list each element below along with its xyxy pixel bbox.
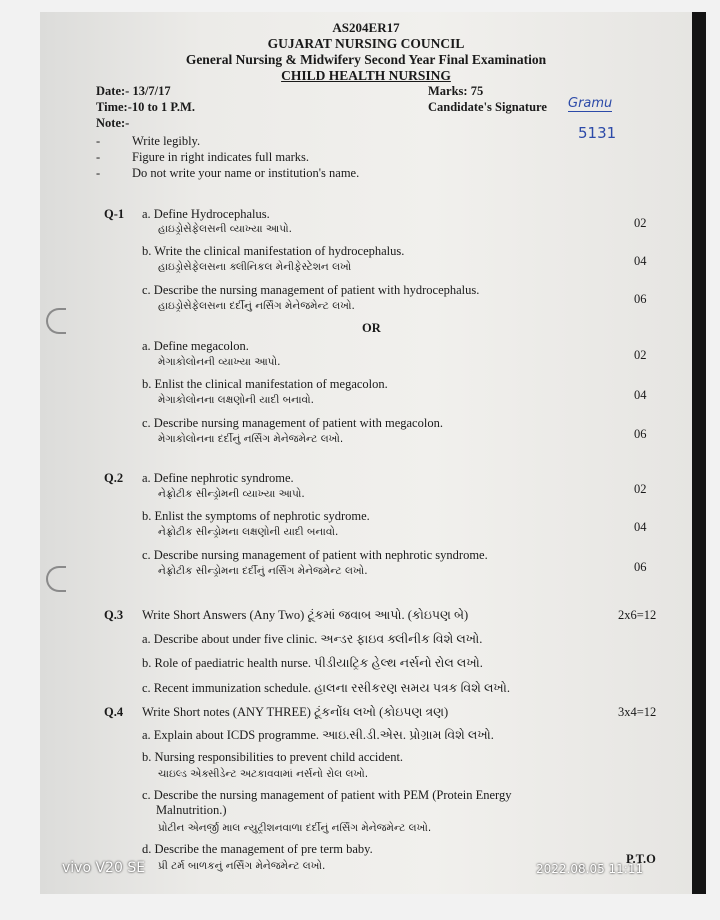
binder-hole-icon bbox=[46, 566, 66, 592]
note-item: Write legibly. bbox=[132, 134, 201, 148]
question-text: a. Define Hydrocephalus. bbox=[142, 207, 270, 221]
question-number: Q-1 bbox=[104, 207, 125, 221]
gujarati-text: મેગાકોલોનની વ્યાખ્યા આપો. bbox=[158, 356, 281, 368]
question-text: c. Describe nursing management of patient with megacolon. bbox=[142, 416, 443, 430]
note-bullet: - bbox=[96, 166, 101, 180]
question-text: b. Enlist the symptoms of nephrotic sydrome. bbox=[142, 509, 370, 523]
question-text: c. Recent immunization schedule. હાલના રસીકરણ સમય પત્રક વિશે લખો. bbox=[142, 681, 510, 695]
question-text: b. Enlist the clinical manifestation of megacolon. bbox=[142, 377, 388, 391]
question-marks: 02 bbox=[634, 348, 647, 362]
question-text: b. Nursing responsibilities to prevent child accident. bbox=[142, 750, 404, 764]
exam-time: Time:-10 to 1 P.M. bbox=[96, 100, 195, 114]
pto-label: P.T.O bbox=[626, 852, 656, 866]
question-number: Q.3 bbox=[104, 608, 124, 622]
gujarati-text: ચાઇલ્ડ એક્સીડેન્ટ અટકાવવામાં નર્સનો રોલ લખો. bbox=[158, 768, 369, 780]
question-marks: 3x4=12 bbox=[618, 705, 657, 719]
question-text: a. Define nephrotic syndrome. bbox=[142, 471, 294, 485]
question-text: c. Describe nursing management of patient with nephrotic syndrome. bbox=[142, 548, 488, 562]
gujarati-text: નેફ્રોટીક સીન્ડ્રોમની વ્યાખ્યા આપો. bbox=[158, 488, 305, 500]
or-separator: OR bbox=[362, 321, 381, 335]
gujarati-text: પ્રોટીન એનર્જી માલ ન્યુટ્રીશનવાળા દર્દીનું નર્સિંગ મેનેજમેન્ટ લખો. bbox=[158, 822, 432, 834]
gujarati-text: મેગાકોલોનના દર્દીનું નર્સિંગ મેનેજમેન્ટ લખો. bbox=[158, 433, 344, 445]
exam-title: General Nursing & Midwifery Second Year Final Examination bbox=[185, 52, 547, 67]
question-text: b. Write the clinical manifestation of hydrocephalus. bbox=[142, 244, 405, 258]
question-number: Q.4 bbox=[104, 705, 124, 719]
gujarati-text: પ્રી ટર્મ બાળકનું નર્સિંગ મેનેજમેન્ટ લખો. bbox=[158, 860, 326, 872]
subject-title: CHILD HEALTH NURSING bbox=[281, 68, 451, 83]
question-marks: 06 bbox=[634, 560, 647, 574]
note-item: Figure in right indicates full marks. bbox=[132, 150, 310, 164]
question-marks: 06 bbox=[634, 292, 647, 306]
gujarati-text: હાઇડ્રોસેફેલસની વ્યાખ્યા આપો. bbox=[158, 223, 293, 235]
paper-code: AS204ER17 bbox=[332, 20, 400, 35]
question-marks: 04 bbox=[634, 388, 647, 402]
document-photo bbox=[40, 12, 706, 894]
gujarati-text: નેફ્રોટીક સીન્ડ્રોમના દર્દીનું નર્સિંગ મેનેજમેન્ટ લખો. bbox=[158, 565, 368, 577]
question-text: a. Define megacolon. bbox=[142, 339, 249, 353]
question-title: Write Short notes (ANY THREE) ટૂંકનોંધ લખો (કોઇપણ ત્રણ) bbox=[142, 705, 449, 719]
question-text: c. Describe the nursing management of patient with hydrocephalus. bbox=[142, 283, 480, 297]
question-marks: 02 bbox=[634, 216, 647, 230]
question-text: c. Describe the nursing management of patient with PEM (Protein Energy bbox=[142, 788, 512, 802]
question-number: Q.2 bbox=[104, 471, 124, 485]
binder-hole-icon bbox=[46, 308, 66, 334]
candidate-signature: Gramu bbox=[568, 96, 613, 111]
question-marks: 2x6=12 bbox=[618, 608, 657, 622]
note-bullet: - bbox=[96, 150, 101, 164]
timestamp-watermark: 2022.08.05 11:11 bbox=[536, 862, 644, 876]
gujarati-text: હાઇડ્રોસેફેલસના ક્લીનિકલ મેનીફેસ્ટેશન લખો bbox=[158, 261, 352, 273]
total-marks: Marks: 75 bbox=[428, 84, 484, 98]
gujarati-text: હાઇડ્રોસેફેલસના દર્દીનું નર્સિંગ મેનેજમેન્ટ લખો. bbox=[158, 300, 355, 312]
note-item: Do not write your name or institution's name. bbox=[132, 166, 360, 180]
gujarati-text: નેફ્રોટીક સીન્ડ્રોમના લક્ષણોની યાદી બનાવો. bbox=[158, 526, 339, 538]
note-bullet: - bbox=[96, 134, 101, 148]
question-title: Write Short Answers (Any Two) ટૂંકમાં જવાબ આપો. (કોઇપણ બે) bbox=[142, 608, 469, 622]
signature-label: Candidate's Signature bbox=[428, 100, 547, 114]
question-text: a. Describe about under five clinic. અન્ડર ફાઇવ ક્લીનીક વિશે લખો. bbox=[142, 632, 483, 646]
question-marks: 04 bbox=[634, 254, 647, 268]
exam-date: Date:- 13/7/17 bbox=[96, 84, 171, 98]
camera-watermark: vivo V20 SE bbox=[62, 860, 146, 876]
question-text: a. Explain about ICDS programme. આઇ.સી.ડી.એસ. પ્રોગ્રામ વિશે લખો. bbox=[142, 728, 494, 742]
question-marks: 04 bbox=[634, 520, 647, 534]
question-text: d. Describe the management of pre term baby. bbox=[142, 842, 373, 856]
council-name: GUJARAT NURSING COUNCIL bbox=[267, 36, 465, 51]
question-text: Malnutrition.) bbox=[156, 803, 227, 817]
question-text: b. Role of paediatric health nurse. પીડીયાટ્રિક હેલ્થ નર્સનો રોલ લખો. bbox=[142, 656, 483, 670]
question-marks: 06 bbox=[634, 427, 647, 441]
note-label: Note:- bbox=[96, 116, 130, 130]
question-marks: 02 bbox=[634, 482, 647, 496]
exam-paper bbox=[40, 12, 692, 894]
candidate-number: 5131 bbox=[578, 124, 617, 142]
gujarati-text: મેગાકોલોનના લક્ષણોની યાદી બનાવો. bbox=[158, 394, 315, 406]
